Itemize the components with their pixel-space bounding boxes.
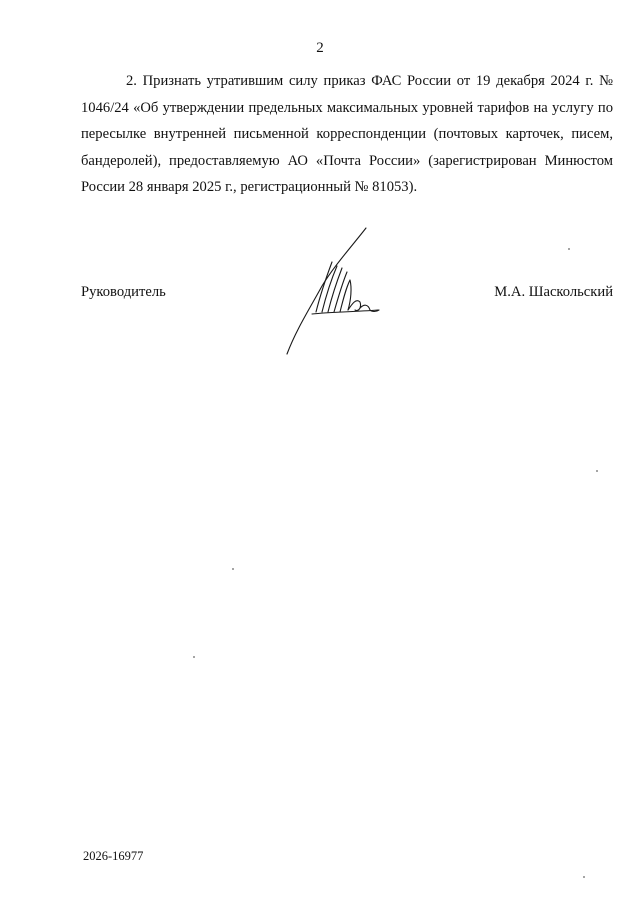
- handwritten-signature: [282, 226, 380, 356]
- scan-speck: [232, 568, 234, 570]
- scan-speck: [568, 248, 570, 250]
- body-paragraph: 2. Признать утратившим силу приказ ФАС России от 19 декабря 2024 г. № 1046/24 «Об утверждении предельных максимальных уровней тарифов на услугу по пересылке внутренней письменной корреспонденции (почтовых карточек, писем, бандеролей), предоставляемую АО «Почта России» (зарегистрирован Минюстом России 28 января 2025 г., регистрационный № 81053).: [81, 73, 613, 195]
- page-number: 2: [316, 40, 324, 56]
- scan-speck: [596, 470, 598, 472]
- document-code: 2026-16977: [83, 849, 144, 863]
- scan-speck: [583, 876, 585, 878]
- signer-name: М.А. Шаскольский: [494, 284, 613, 300]
- scan-speck: [193, 656, 195, 658]
- signer-title: Руководитель: [81, 284, 166, 300]
